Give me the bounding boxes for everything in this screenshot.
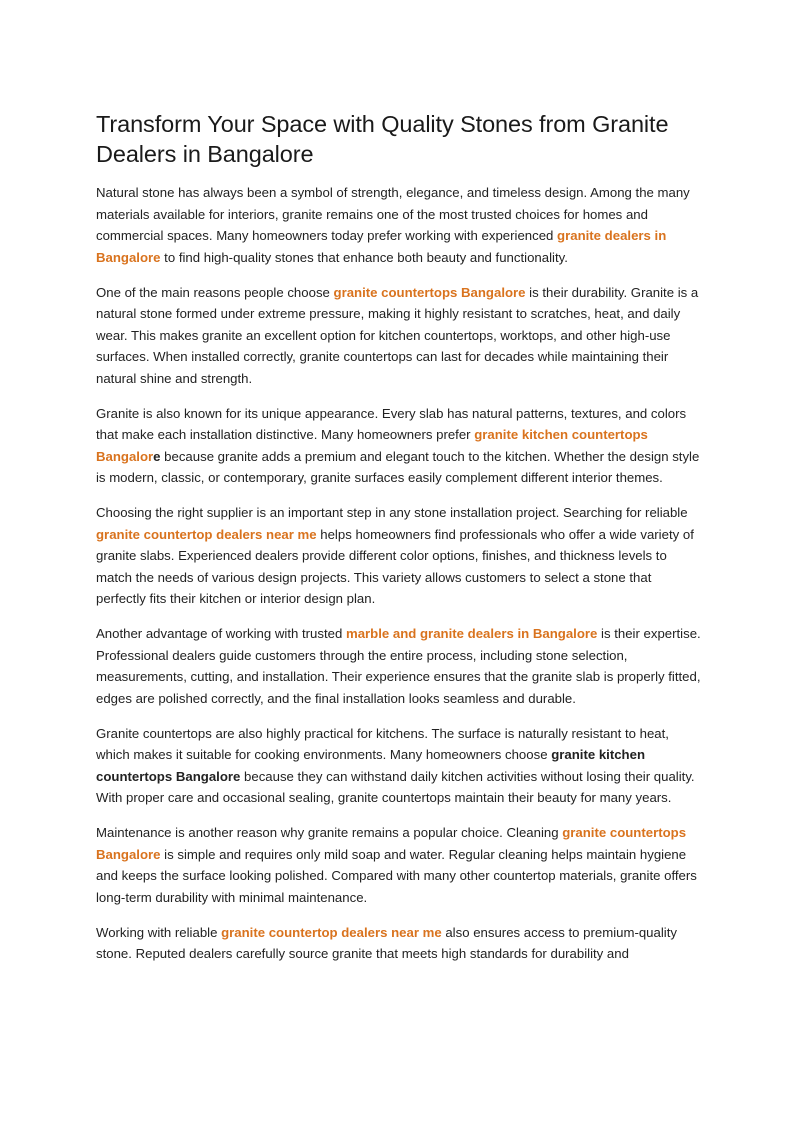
link-granite-countertops-bangalore[interactable]: granite countertops Bangalore bbox=[333, 284, 526, 300]
paragraph-text: Another advantage of working with trusted bbox=[96, 626, 346, 641]
document-page bbox=[96, 109, 702, 978]
paragraph-text: because they can withstand daily kitchen activities without losing their quality. With proper care and occasional sealing, granite countertops maintain their beauty for many years. bbox=[96, 768, 695, 805]
page-title: Transform Your Space with Quality Stones from Granite Dealers in Bangalore bbox=[96, 111, 669, 167]
paragraph-text: Granite is also known for its unique appearance. Every slab has natural patterns, textures, and colors that make each installation distinctive. Many homeowners prefer bbox=[96, 405, 687, 442]
bold-text: e bbox=[153, 448, 161, 464]
paragraph-appearance bbox=[96, 403, 702, 489]
paragraph-text: helps homeowners find professionals who offer a wide variety of granite slabs. Experienced dealers provide different color options, finishes, and thickness levels to match the needs of various design projects. This variety allows customers to select a stone that perfectly fits their kitchen or interior design plan. bbox=[96, 526, 694, 606]
link-granite-countertops-bangalore[interactable]: granite countertops Bangalore bbox=[96, 825, 687, 862]
paragraph-text: is simple and requires only mild soap and water. Regular cleaning helps maintain hygiene and keeps the surface looking polished. Compared with many other countertop materials, granite offers long-term durability with minimal maintenance. bbox=[96, 846, 697, 905]
paragraph-intro bbox=[96, 182, 702, 268]
paragraph-reliable bbox=[96, 922, 702, 965]
link-granite-kitchen-countertops-bangalore[interactable]: granite kitchen countertops Bangalor bbox=[96, 427, 648, 464]
paragraph-text: One of the main reasons people choose bbox=[96, 284, 334, 300]
bold-keyword: granite kitchen countertops Bangalore bbox=[96, 747, 646, 784]
paragraph-durability bbox=[96, 282, 702, 390]
paragraph-text: Granite countertops are also highly practical for kitchens. The surface is naturally resistant to heat, which makes it suitable for cooking environments. Many homeowners choose bbox=[96, 725, 669, 762]
paragraph-text: because granite adds a premium and elegant touch to the kitchen. Whether the design style is modern, classic, or contemporary, granite surfaces easily complement different interior themes. bbox=[96, 448, 700, 485]
paragraph-text: is their expertise. Professional dealers guide customers through the entire process, including stone selection, measurements, cutting, and installation. Their experience ensures that the granite slab is properly fitted, edges are polished correctly, and the final installation looks seamless and durable. bbox=[96, 626, 701, 706]
link-granite-dealers-bangalore[interactable]: granite dealers in Bangalore bbox=[96, 228, 667, 265]
paragraph-text: to find high-quality stones that enhance both beauty and functionality. bbox=[160, 249, 568, 265]
paragraph-text: is their durability. Granite is a natural stone formed under extreme pressure, making it highly resistant to scratches, heat, and daily wear. This makes granite an excellent option for kitchen countertops, worktops, and other high-use surfaces. When installed correctly, granite countertops can last for decades while maintaining their natural shine and strength. bbox=[96, 284, 699, 386]
paragraph-text: also ensures access to premium-quality stone. Reputed dealers carefully source granite that meets high standards for durability and bbox=[96, 924, 677, 961]
paragraph-text: Working with reliable bbox=[96, 924, 222, 940]
paragraph-text: Natural stone has always been a symbol of strength, elegance, and timeless design. Among the many materials available for interiors, granite remains one of the most trusted choices for homes and commercial spaces. Many homeowners today prefer working with experienced bbox=[96, 185, 690, 243]
link-granite-countertop-dealers-near-me[interactable]: granite countertop dealers near me bbox=[221, 924, 442, 940]
paragraph-maintenance bbox=[96, 822, 702, 908]
paragraph-text: Choosing the right supplier is an important step in any stone installation project. Searching for reliable bbox=[96, 505, 688, 520]
link-granite-countertop-dealers-near-me[interactable]: granite countertop dealers near me bbox=[96, 526, 317, 542]
paragraph-practical bbox=[96, 723, 702, 809]
paragraph-expertise bbox=[96, 623, 702, 709]
paragraph-supplier bbox=[96, 502, 702, 610]
paragraph-text: Maintenance is another reason why granite remains a popular choice. Cleaning bbox=[96, 825, 563, 840]
link-marble-granite-dealers-bangalore[interactable]: marble and granite dealers in Bangalore bbox=[345, 626, 598, 641]
